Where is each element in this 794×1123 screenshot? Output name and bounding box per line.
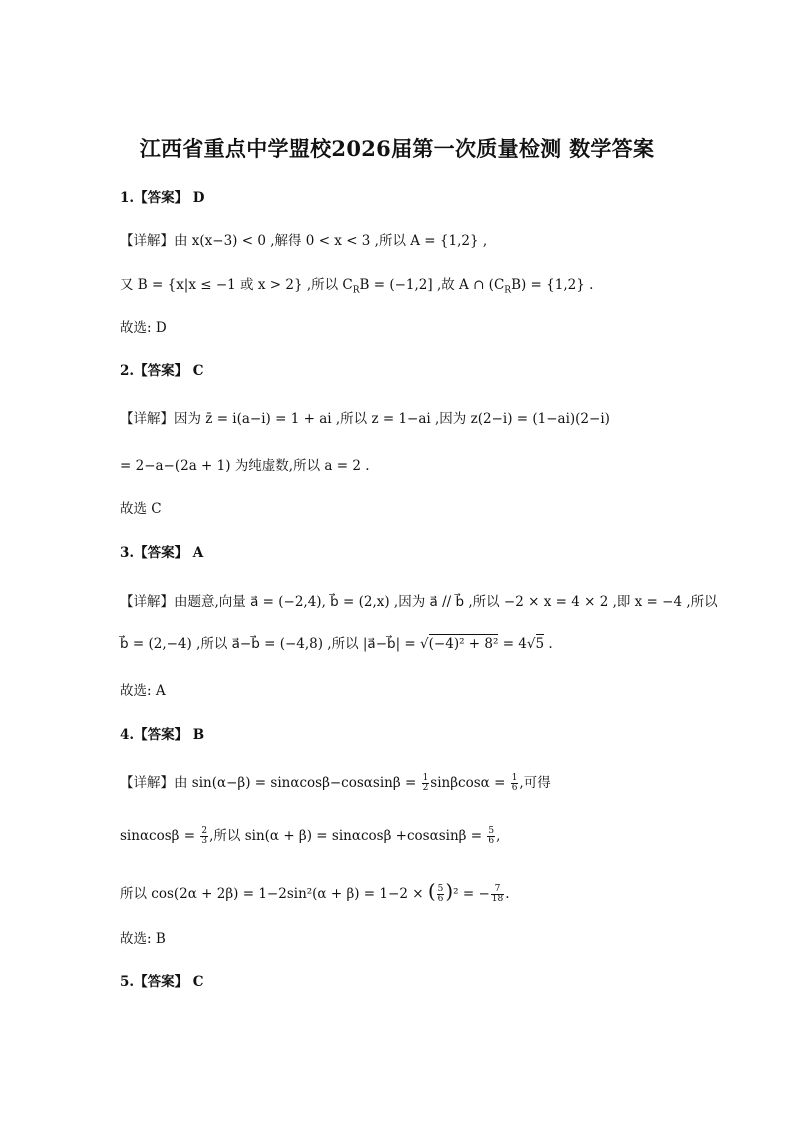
fraction-numerator: 7 <box>491 885 504 895</box>
q3-detail-line-2-part-b: = 4 <box>502 636 527 652</box>
fraction-one-sixth <box>511 774 519 793</box>
fraction-numerator: 5 <box>437 884 444 894</box>
fraction-denominator: 6 <box>488 836 495 846</box>
q3-detail-line-2-part-c: . <box>548 636 553 652</box>
q4-l3-a: 所以 cos(2α + 2β) = 1−2sin²(α + β) = 1−2 × <box>120 886 424 902</box>
q2-detail-line-2: = 2−a−(2a + 1) 为纯虚数,所以 a = 2 . <box>120 458 370 474</box>
q1-detail-line-2-rest: B = (−1,2] ,故 A ∩ (C <box>359 277 505 293</box>
fraction-denominator: 18 <box>491 894 504 904</box>
q1-detail-line-2 <box>120 275 593 301</box>
sqrt-radical-icon: √ <box>420 636 429 652</box>
q2-choice: 故选 C <box>120 501 162 517</box>
q1-detail-line-2-end: B) = {1,2} . <box>511 277 594 293</box>
q3-answer: 3.【答案】 A <box>120 545 204 561</box>
q4-l3-b: ² = − <box>453 886 490 902</box>
fraction-one-half <box>422 774 430 793</box>
q3-sqrt-content-2: 5 <box>535 636 545 652</box>
left-paren: ( <box>427 879 436 903</box>
q3-detail-line-2-part-a: b⃗ = (2,−4) ,所以 a⃗−b⃗ = (−4,8) ,所以 |a⃗−b⃗| = <box>120 636 416 652</box>
q1-subscript-r-2: R <box>504 285 512 296</box>
fraction-five-sixths <box>487 827 495 846</box>
q4-l2-b: ,所以 sin(α + β) = sinαcosβ +cosαsinβ = <box>209 828 483 844</box>
q4-l1-a: 【详解】由 sin(α−β) = sinαcosβ−cosαsinβ = <box>120 775 417 791</box>
q4-detail-line-3 <box>120 881 510 904</box>
q3-sqrt-content: (−4)² + 8² <box>428 636 499 652</box>
q4-detail-line-2 <box>120 826 500 846</box>
q1-detail-line-2-part: 又 B = {x|x ≤ −1 或 x > 2} ,所以 C <box>120 277 353 293</box>
fraction-denominator: 6 <box>511 783 518 793</box>
q3-choice: 故选: A <box>120 683 166 699</box>
q4-choice: 故选: B <box>120 931 166 947</box>
q3-detail-line-2 <box>120 634 553 654</box>
q1-detail-line-1: 【详解】由 x(x−3) < 0 ,解得 0 < x < 3 ,所以 A = {1,2} , <box>120 233 488 249</box>
q4-l2-a: sinαcosβ = <box>120 828 196 844</box>
fraction-two-thirds <box>200 827 208 846</box>
q2-answer: 2.【答案】 C <box>120 363 204 379</box>
page-title: 江西省重点中学盟校2026届第一次质量检测 数学答案 <box>139 136 655 161</box>
fraction-numerator: 5 <box>488 826 495 836</box>
q4-l1-c: ,可得 <box>519 775 551 791</box>
q4-answer: 4.【答案】 B <box>120 727 205 743</box>
fraction-numerator: 1 <box>511 773 518 783</box>
q4-l3-c: . <box>505 886 510 902</box>
fraction-denominator: 6 <box>437 894 444 904</box>
fraction-denominator: 3 <box>201 836 208 846</box>
q3-detail-line-1: 【详解】由题意,向量 a⃗ = (−2,4), b⃗ = (2,x) ,因为 a⃗ // b⃗ ,所以 −2 × x = 4 × 2 ,即 x = −4 ,所以 <box>120 594 718 610</box>
q4-detail-line-1 <box>120 773 551 793</box>
fraction-seven-eighteenths <box>491 885 504 904</box>
q5-answer: 5.【答案】 C <box>120 974 204 990</box>
q2-detail-line-1: 【详解】因为 z̄ = i(a−i) = 1 + ai ,所以 z = 1−ai ,因为 z(2−i) = (1−ai)(2−i) <box>120 411 610 427</box>
q1-subscript-r: R <box>352 285 360 296</box>
fraction-numerator: 1 <box>422 773 429 783</box>
fraction-denominator: 2 <box>422 783 429 793</box>
fraction-numerator: 2 <box>201 826 208 836</box>
right-paren: ) <box>445 879 454 903</box>
fraction-five-sixths-2 <box>437 885 445 904</box>
q1-answer: 1.【答案】 D <box>120 190 205 206</box>
q4-l2-c: , <box>496 828 501 844</box>
q1-choice: 故选: D <box>120 320 167 336</box>
q4-l1-b: sinβcosα = <box>430 775 506 791</box>
sqrt-radical-icon-2: √ <box>526 636 536 652</box>
